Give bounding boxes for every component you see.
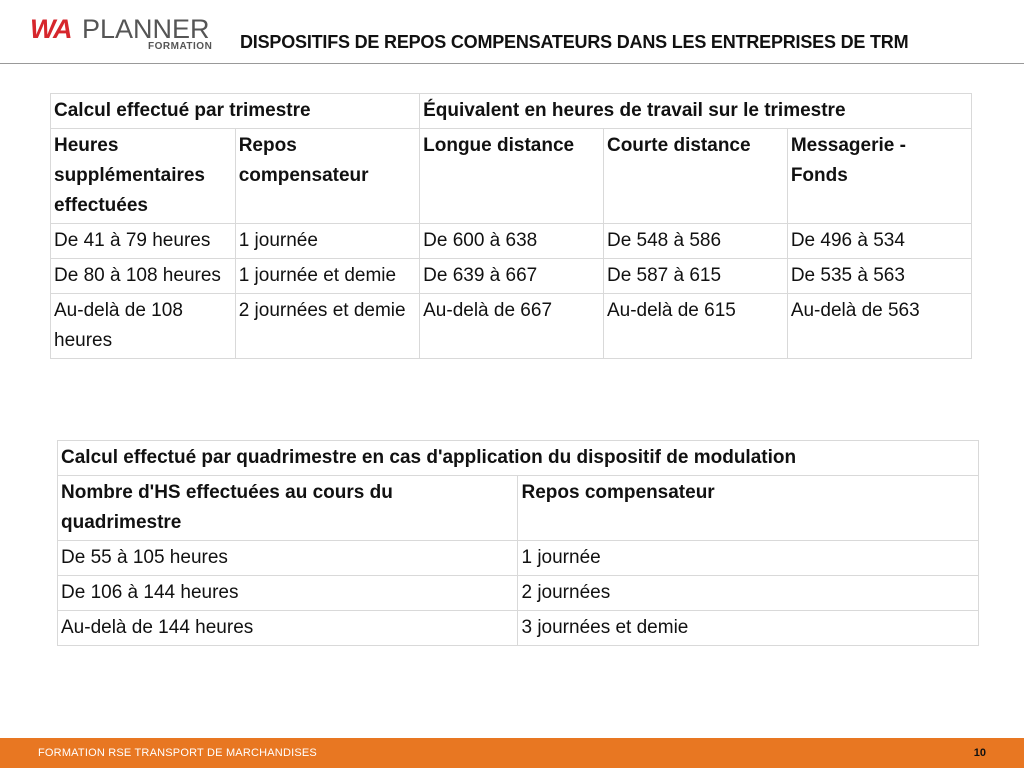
column-header: Messagerie - Fonds xyxy=(787,129,971,224)
table-cell: De 587 à 615 xyxy=(603,259,787,294)
table-row xyxy=(51,294,972,359)
table-cell: 1 journée xyxy=(235,224,419,259)
column-header: Heures supplémentaires effectuées xyxy=(51,129,236,224)
table-title-row xyxy=(58,441,979,476)
table-cell: De 600 à 638 xyxy=(420,224,604,259)
table-row xyxy=(58,576,979,611)
table-title: Calcul effectué par quadrimestre en cas d'application du dispositif de modulation xyxy=(58,441,979,476)
trimestre-table xyxy=(50,93,972,359)
logo-planner: PLANNER xyxy=(82,14,210,44)
footer-text: FORMATION RSE TRANSPORT DE MARCHANDISES xyxy=(38,747,317,759)
waplanner-logo xyxy=(30,14,230,54)
logo-formation: FORMATION xyxy=(148,41,213,52)
column-header: Courte distance xyxy=(603,129,787,224)
header-divider xyxy=(0,63,1024,64)
table-row xyxy=(51,224,972,259)
table-cell: 1 journée et demie xyxy=(235,259,419,294)
column-header: Longue distance xyxy=(420,129,604,224)
table-cell: Au-delà de 144 heures xyxy=(58,611,518,646)
footer-bar xyxy=(0,738,1024,768)
table-header-row xyxy=(51,129,972,224)
table-cell: Au-delà de 108 heures xyxy=(51,294,236,359)
quadrimestre-table xyxy=(57,440,979,646)
table-header-row xyxy=(58,476,979,541)
table-row xyxy=(51,259,972,294)
table-cell: Au-delà de 615 xyxy=(603,294,787,359)
table-cell: De 496 à 534 xyxy=(787,224,971,259)
column-header: Nombre d'HS effectuées au cours du quadrimestre xyxy=(58,476,518,541)
header xyxy=(0,0,1024,66)
table-cell: 2 journées xyxy=(518,576,979,611)
table-cell: De 548 à 586 xyxy=(603,224,787,259)
table-cell: De 41 à 79 heures xyxy=(51,224,236,259)
table-title-left: Calcul effectué par trimestre xyxy=(51,94,420,129)
table-cell: De 80 à 108 heures xyxy=(51,259,236,294)
table-row xyxy=(58,541,979,576)
table-cell: Au-delà de 667 xyxy=(420,294,604,359)
page-title: DISPOSITIFS DE REPOS COMPENSATEURS DANS LES ENTREPRISES DE TRM xyxy=(240,32,909,52)
table-cell: De 55 à 105 heures xyxy=(58,541,518,576)
table-cell: De 639 à 667 xyxy=(420,259,604,294)
page-number: 10 xyxy=(973,747,986,759)
table-cell: De 106 à 144 heures xyxy=(58,576,518,611)
table-cell: 3 journées et demie xyxy=(518,611,979,646)
table-cell: 2 journées et demie xyxy=(235,294,419,359)
logo-wa: WA xyxy=(30,14,72,44)
table-cell: De 535 à 563 xyxy=(787,259,971,294)
table-cell: 1 journée xyxy=(518,541,979,576)
table-cell: Au-delà de 563 xyxy=(787,294,971,359)
column-header: Repos compensateur xyxy=(518,476,979,541)
table-title-row xyxy=(51,94,972,129)
table-title-right: Équivalent en heures de travail sur le trimestre xyxy=(420,94,972,129)
table-row xyxy=(58,611,979,646)
column-header: Repos compensateur xyxy=(235,129,419,224)
